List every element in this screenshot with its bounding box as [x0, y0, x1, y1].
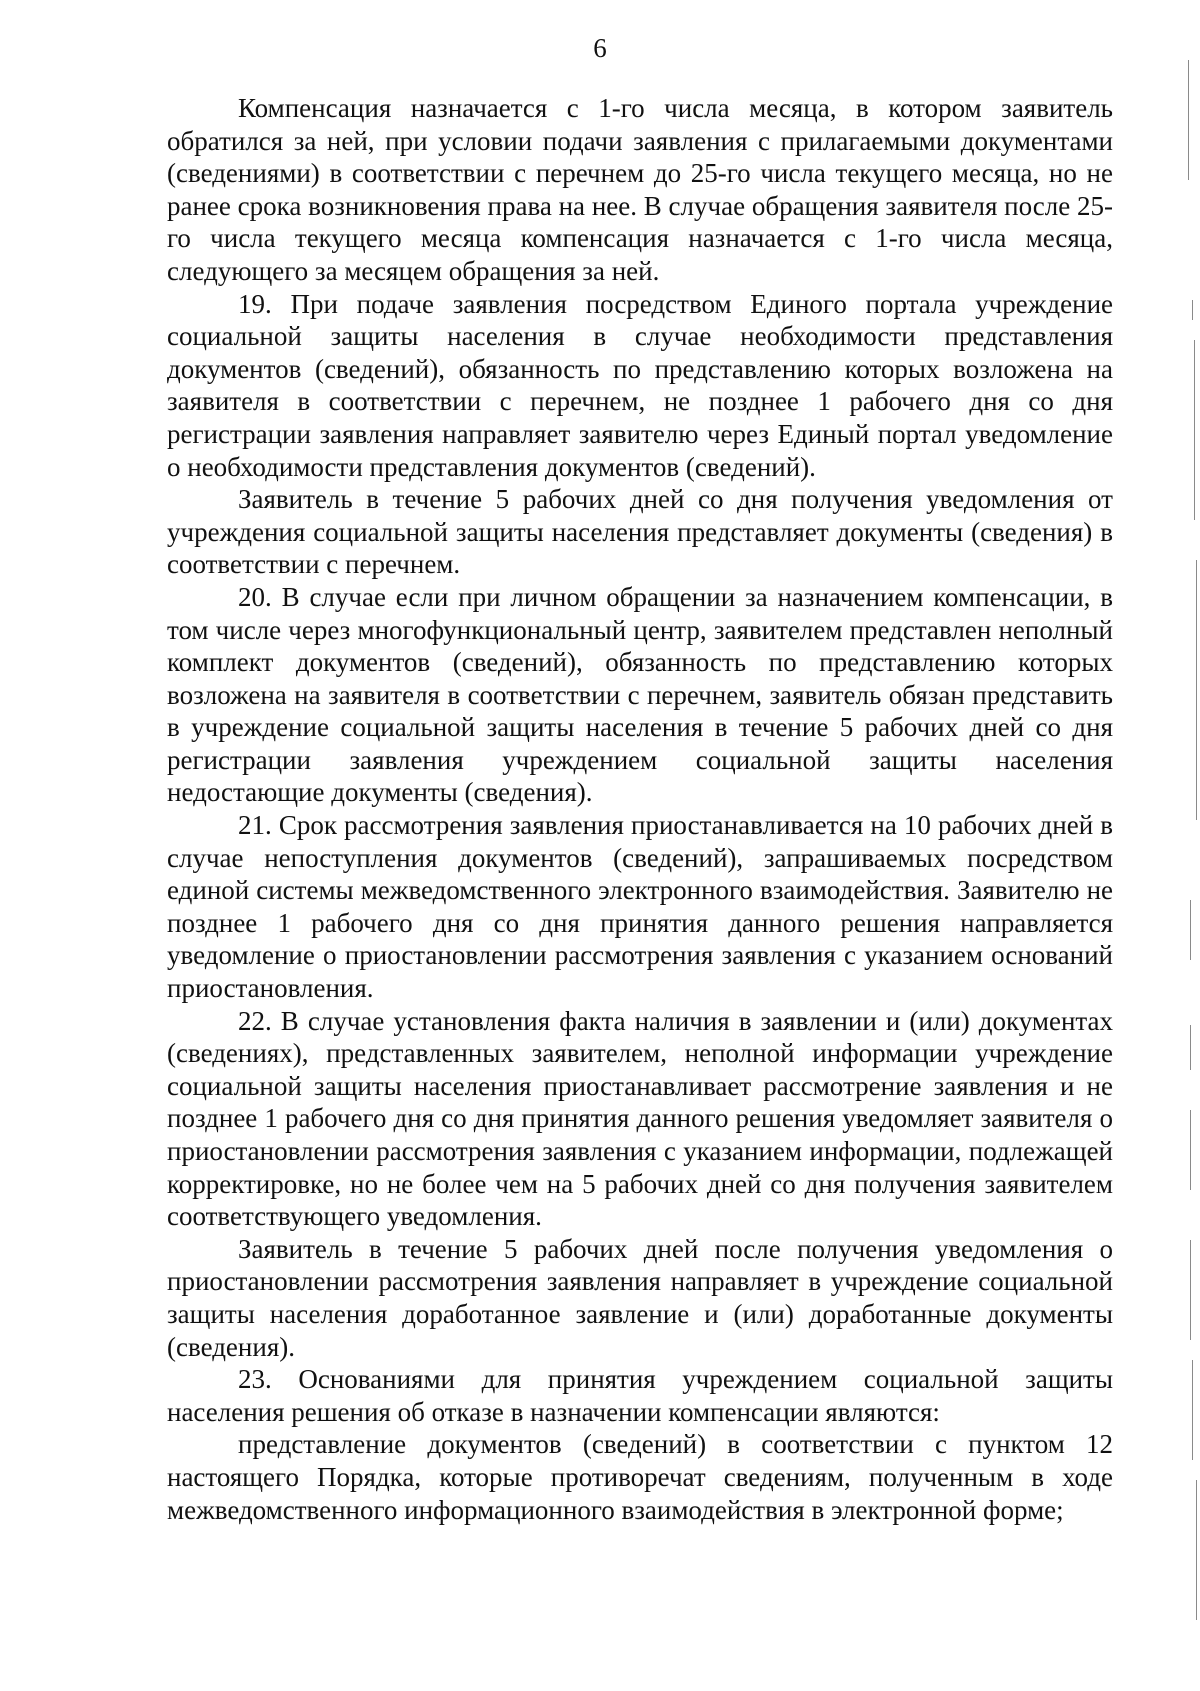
paragraph-23-item: представление документов (сведений) в соответствии с пунктом 12 настоящего Порядка, которые противоречат сведениям, полученным в ходе межведомственного информационного взаимодействия в электронной форме; [167, 1429, 1113, 1525]
paragraph-compensation-start: Компенсация назначается с 1-го числа месяца, в котором заявитель обратился за ней, при условии подачи заявления с прилагаемыми документами (сведениями) в соответствии с перечнем до 25-го числа текущего месяца, но не ранее срока возникновения права на нее. В случае обращения заявителя после 25-го числа текущего месяца компенсация назначается с 1-го числа месяца, следующего за месяцем обращения за ней. [167, 93, 1113, 286]
scan-edge-mark [1194, 340, 1195, 520]
scan-edge-mark [1192, 1360, 1193, 1460]
page-number: 6 [593, 33, 607, 63]
scan-edge-mark [1196, 560, 1197, 820]
scan-edge-mark [1196, 1480, 1197, 1620]
paragraph-21: 21. Срок рассмотрения заявления приостанавливается на 10 рабочих дней в случае непоступления документов (сведений), запрашиваемых посредством единой системы межведомственного электронного взаимодействия. Заявителю не позднее 1 рабочего дня со дня принятия данного решения направляется уведомление о приостановлении рассмотрения заявления с указанием оснований приостановления. [167, 810, 1113, 1004]
paragraph-20: 20. В случае если при личном обращении за назначением компенсации, в том числе через многофункциональный центр, заявителем представлен неполный комплект документов (сведений), обязанность по представлению которых возложена на заявителя в соответствии с перечнем, заявитель обязан представить в учреждение социальной защиты населения в течение 5 рабочих дней со дня регистрации заявления учреждением социальной защиты населения недостающие документы (сведения). [167, 581, 1113, 808]
scan-edge-mark [1192, 300, 1193, 320]
paragraph-23: 23. Основаниями для принятия учреждением социальной защиты населения решения об отказе в назначении компенсации являются: [167, 1364, 1113, 1427]
paragraph-22-applicant: Заявитель в течение 5 рабочих дней после получения уведомления о приостановлении рассмотрения заявления направляет в учреждение социальной защиты населения доработанное заявление и (или) доработанные документы (сведения). [167, 1233, 1113, 1362]
paragraph-22: 22. В случае установления факта наличия в заявлении и (или) документах (сведениях), представленных заявителем, неполной информации учреждение социальной защиты населения приостанавливает рассмотрение заявления и не позднее 1 рабочего дня со дня принятия данного решения уведомляет заявителя о приостановлении рассмотрения заявления с указанием информации, подлежащей корректировке, но не более чем на 5 рабочих дней со дня получения заявителем соответствующего уведомления. [167, 1005, 1113, 1232]
scan-edge-mark [1190, 1240, 1191, 1340]
scan-edge-mark [1190, 1025, 1191, 1070]
paragraph-19-applicant: Заявитель в течение 5 рабочих дней со дня получения уведомления от учреждения социальной защиты населения представляет документы (сведения) в соответствии с перечнем. [167, 484, 1113, 580]
paragraph-19: 19. При подаче заявления посредством Единого портала учреждение социальной защиты населения в случае необходимости представления документов (сведений), обязанность по представлению которых возложена на заявителя в соответствии с перечнем, не позднее 1 рабочего дня со дня регистрации заявления направляет заявителю через Единый портал уведомление о необходимости представления документов (сведений). [167, 288, 1113, 482]
document-body [167, 92, 1113, 1526]
scan-edge-mark [1188, 60, 1189, 180]
scan-edge-mark [1190, 1110, 1191, 1190]
scan-edge-mark [1190, 900, 1191, 960]
